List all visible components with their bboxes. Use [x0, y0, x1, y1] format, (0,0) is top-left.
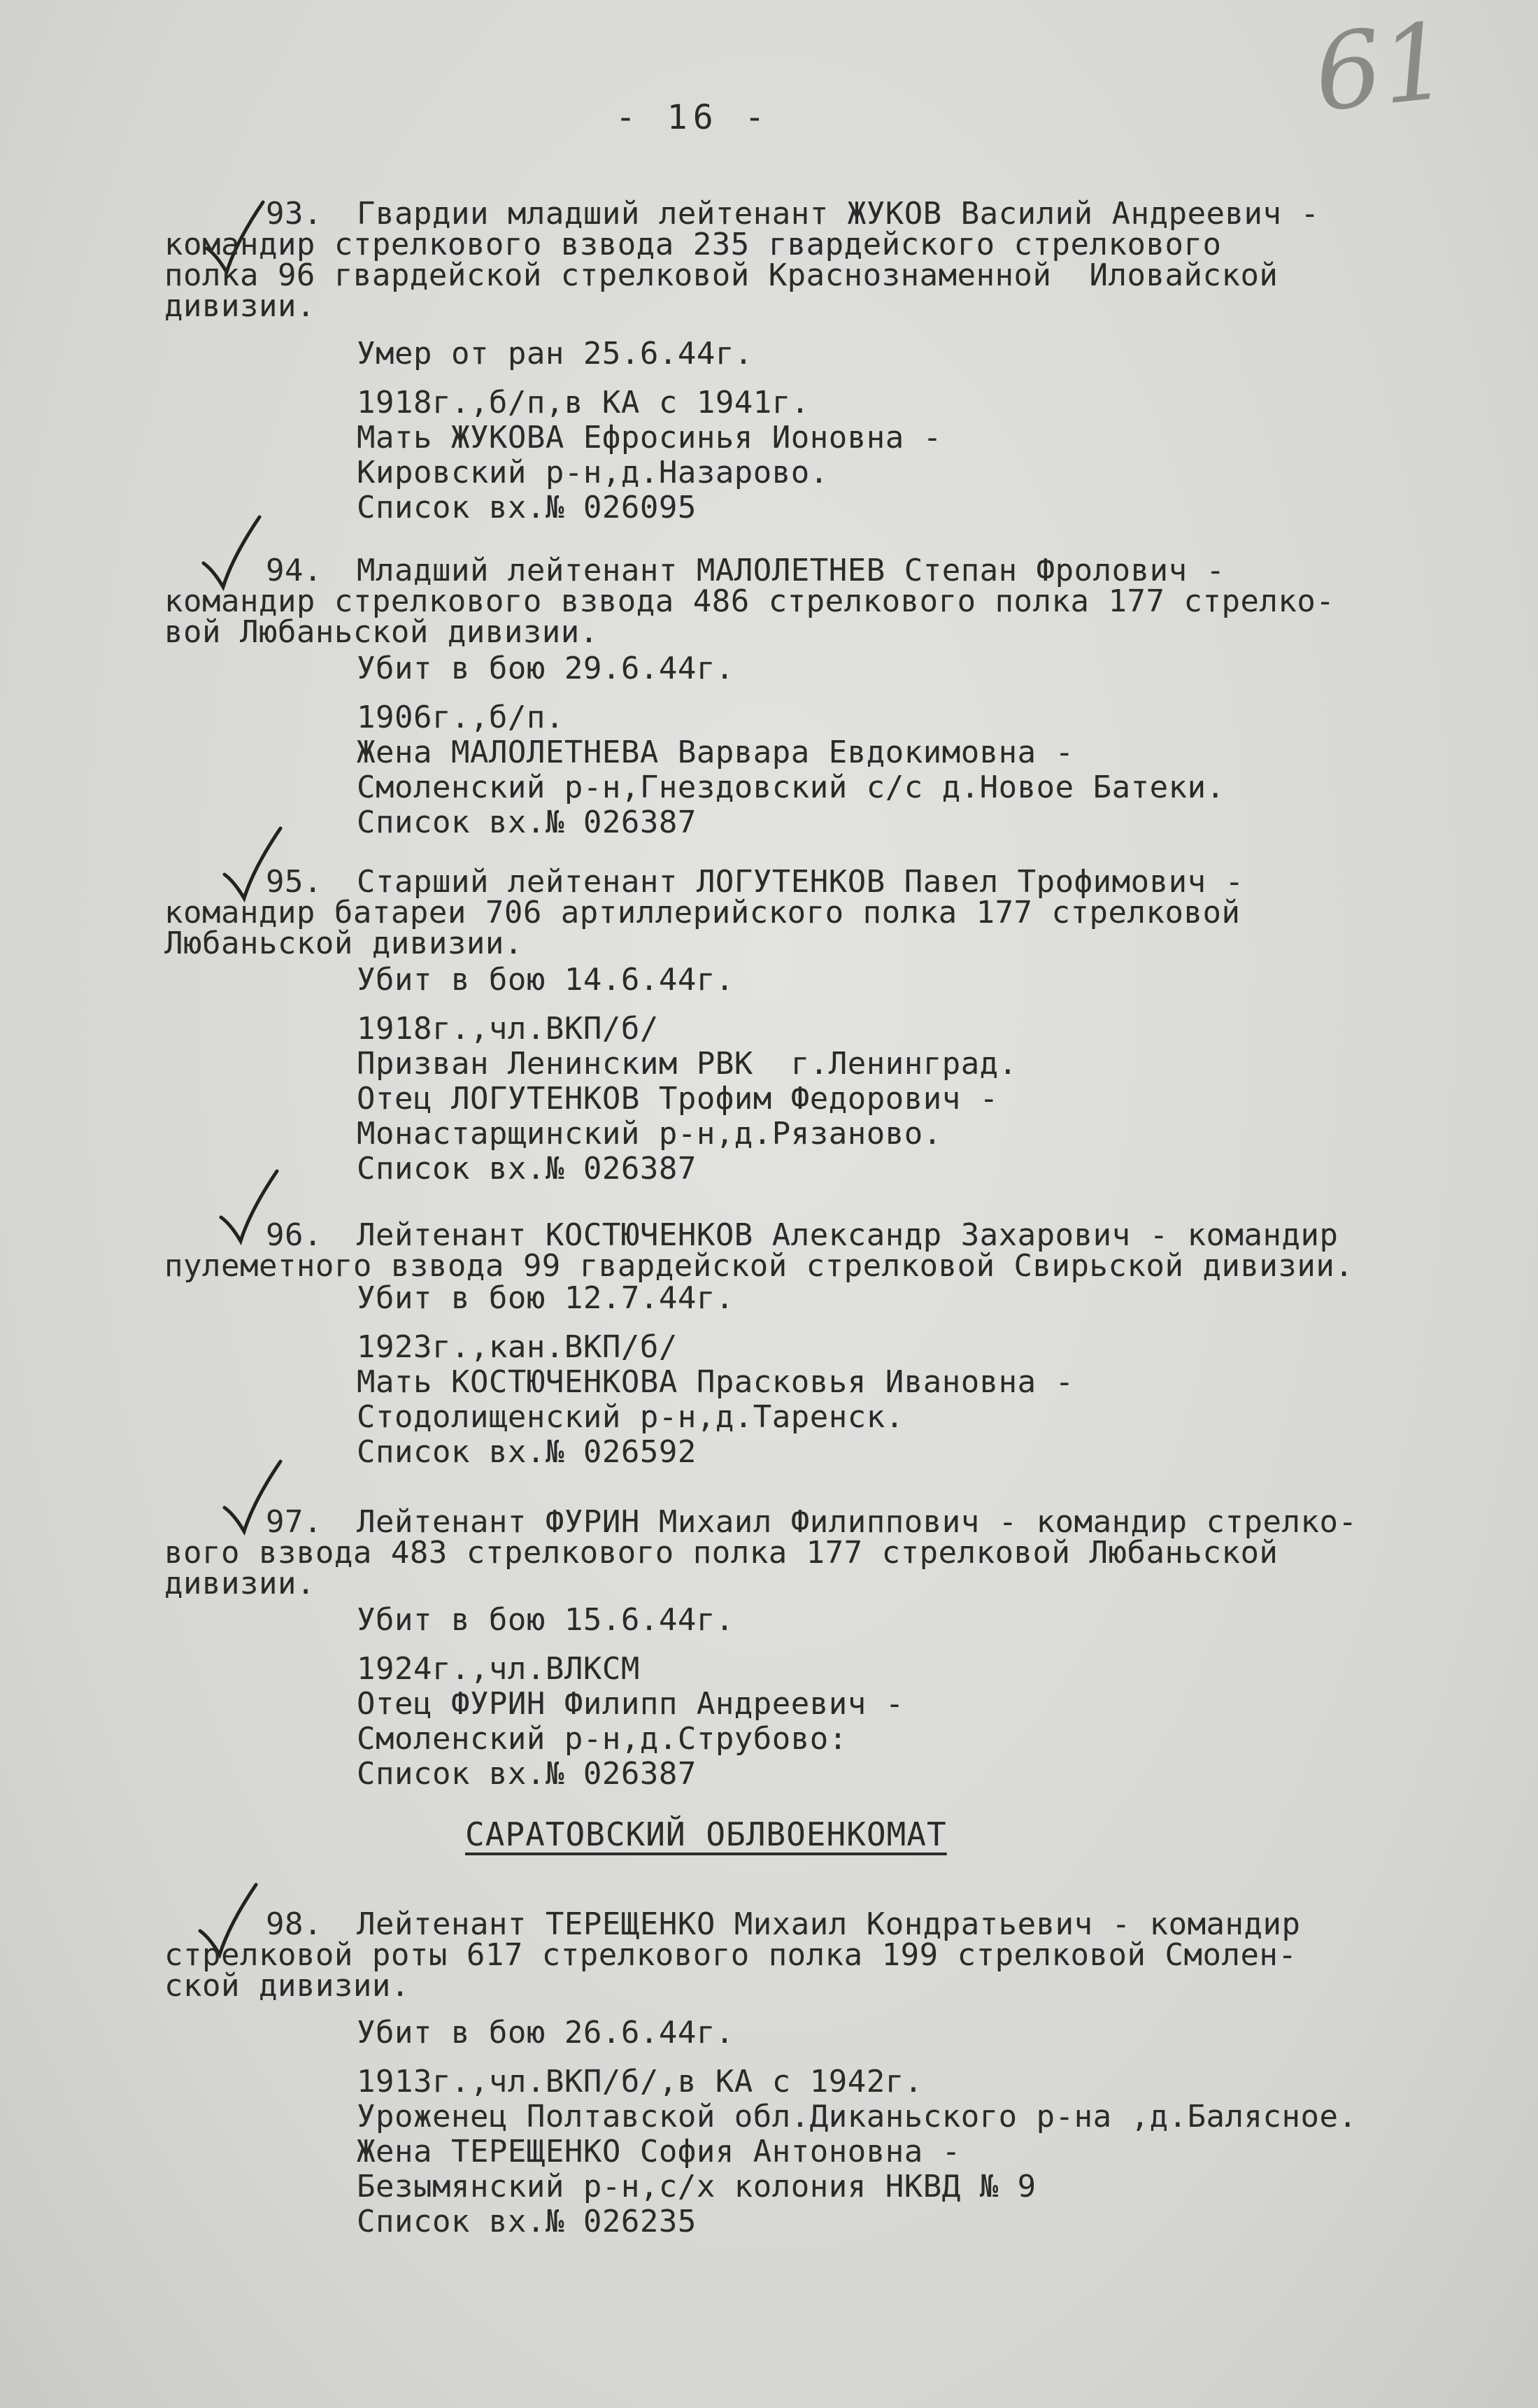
detail-line: Список вх.№ 026592 [357, 1434, 697, 1470]
entry-number: 93. [266, 196, 322, 232]
entry-text-line: Любаньской дивизии. [164, 926, 523, 961]
death-note: Убит в бою 26.6.44г. [357, 2015, 734, 2051]
detail-line: Жена МАЛОЛЕТНЕВА Варвара Евдокимовна - [357, 735, 1074, 770]
death-note: Убит в бою 12.7.44г. [357, 1280, 734, 1316]
death-note: Убит в бою 29.6.44г. [357, 651, 734, 686]
detail-line: Смоленский р-н,Гнездовский с/с д.Новое Батеки. [357, 770, 1225, 805]
detail-line: Список вх.№ 026235 [357, 2204, 697, 2239]
death-note: Убит в бою 15.6.44г. [357, 1602, 734, 1638]
entry-text-line: стрелковой роты 617 стрелкового полка 199 стрелковой Смолен- [164, 1937, 1297, 1973]
detail-line: Кировский р-н,д.Назарово. [357, 455, 829, 490]
entry-text-line: Младший лейтенант МАЛОЛЕТНЕВ Степан Фролович - [357, 553, 1225, 588]
detail-line: 1923г.,кан.ВКП/б/ [357, 1329, 678, 1365]
detail-line: 1906г.,б/п. [357, 700, 564, 735]
detail-line: Список вх.№ 026095 [357, 490, 697, 525]
entry-number: 94. [266, 553, 322, 588]
entry-text-line: Лейтенант ТЕРЕЩЕНКО Михаил Кондратьевич - командир [357, 1906, 1301, 1942]
detail-line: Безымянский р-н,с/х колония НКВД № 9 [357, 2169, 1037, 2204]
detail-line: Отец ЛОГУТЕНКОВ Трофим Федорович - [357, 1081, 999, 1117]
entry-number: 96. [266, 1217, 322, 1253]
checkmark-icon [199, 514, 262, 591]
entry-text-line: пулеметного взвода 99 гвардейской стрелковой Свирьской дивизии. [164, 1248, 1354, 1284]
detail-line: Список вх.№ 026387 [357, 805, 697, 840]
entry-text-line: командир стрелкового взвода 235 гвардейского стрелкового [164, 227, 1222, 262]
detail-line: Призван Ленинским РВК г.Ленинград. [357, 1046, 1018, 1082]
detail-line: 1913г.,чл.ВКП/б/,в КА с 1942г. [357, 2064, 923, 2099]
death-note: Убит в бою 14.6.44г. [357, 962, 734, 998]
entry-text-line: командир батареи 706 артиллерийского полка 177 стрелковой [164, 895, 1241, 930]
entry-text-line: дивизии. [164, 288, 315, 324]
detail-line: 1924г.,чл.ВЛКСМ [357, 1651, 640, 1687]
detail-line: 1918г.,б/п,в КА с 1941г. [357, 385, 810, 420]
detail-line: Стодолищенский р-н,д.Таренск. [357, 1399, 904, 1435]
entry-text-line: Лейтенант КОСТЮЧЕНКОВ Александр Захарович - командир [357, 1217, 1339, 1253]
detail-line: Список вх.№ 026387 [357, 1151, 697, 1187]
detail-line: Мать ЖУКОВА Ефросинья Ионовна - [357, 420, 942, 455]
entry-text-line: вой Любаньской дивизии. [164, 614, 599, 650]
detail-line: 1918г.,чл.ВКП/б/ [357, 1011, 659, 1047]
entry-text-line: Лейтенант ФУРИН Михаил Филиппович - командир стрелко- [357, 1504, 1358, 1540]
page-number: - 16 - [615, 98, 771, 137]
entry-number: 95. [266, 864, 322, 900]
entry-number: 97. [266, 1504, 322, 1540]
entry-text-line: дивизии. [164, 1566, 315, 1601]
entry-number: 98. [266, 1906, 322, 1942]
entry-text-line: полка 96 гвардейской стрелковой Краснознаменной Иловайской [164, 257, 1279, 293]
folio-number: 61 [1309, 0, 1455, 136]
entry-text-line: Старший лейтенант ЛОГУТЕНКОВ Павел Трофимович - [357, 864, 1244, 900]
detail-line: Монастарщинский р-н,д.Рязаново. [357, 1116, 942, 1152]
detail-line: Смоленский р-н,д.Струбово: [357, 1721, 848, 1757]
entry-text-line: ской дивизии. [164, 1968, 410, 2004]
detail-line: Жена ТЕРЕЩЕНКО София Антоновна - [357, 2134, 961, 2169]
section-title: САРАТОВСКИЙ ОБЛВОЕНКОМАТ [465, 1815, 947, 1853]
detail-line: Список вх.№ 026387 [357, 1756, 697, 1792]
detail-line: Мать КОСТЮЧЕНКОВА Прасковья Ивановна - [357, 1364, 1074, 1400]
entry-text-line: Гвардии младший лейтенант ЖУКОВ Василий Андреевич - [357, 196, 1320, 232]
death-note: Умер от ран 25.6.44г. [357, 336, 753, 371]
entry-text-line: командир стрелкового взвода 486 стрелкового полка 177 стрелко- [164, 583, 1335, 619]
entry-text-line: вого взвода 483 стрелкового полка 177 стрелковой Любаньской [164, 1535, 1279, 1571]
detail-line: Уроженец Полтавской обл.Диканьского р-на ,д.Балясное. [357, 2099, 1358, 2134]
detail-line: Отец ФУРИН Филипп Андреевич - [357, 1686, 904, 1722]
